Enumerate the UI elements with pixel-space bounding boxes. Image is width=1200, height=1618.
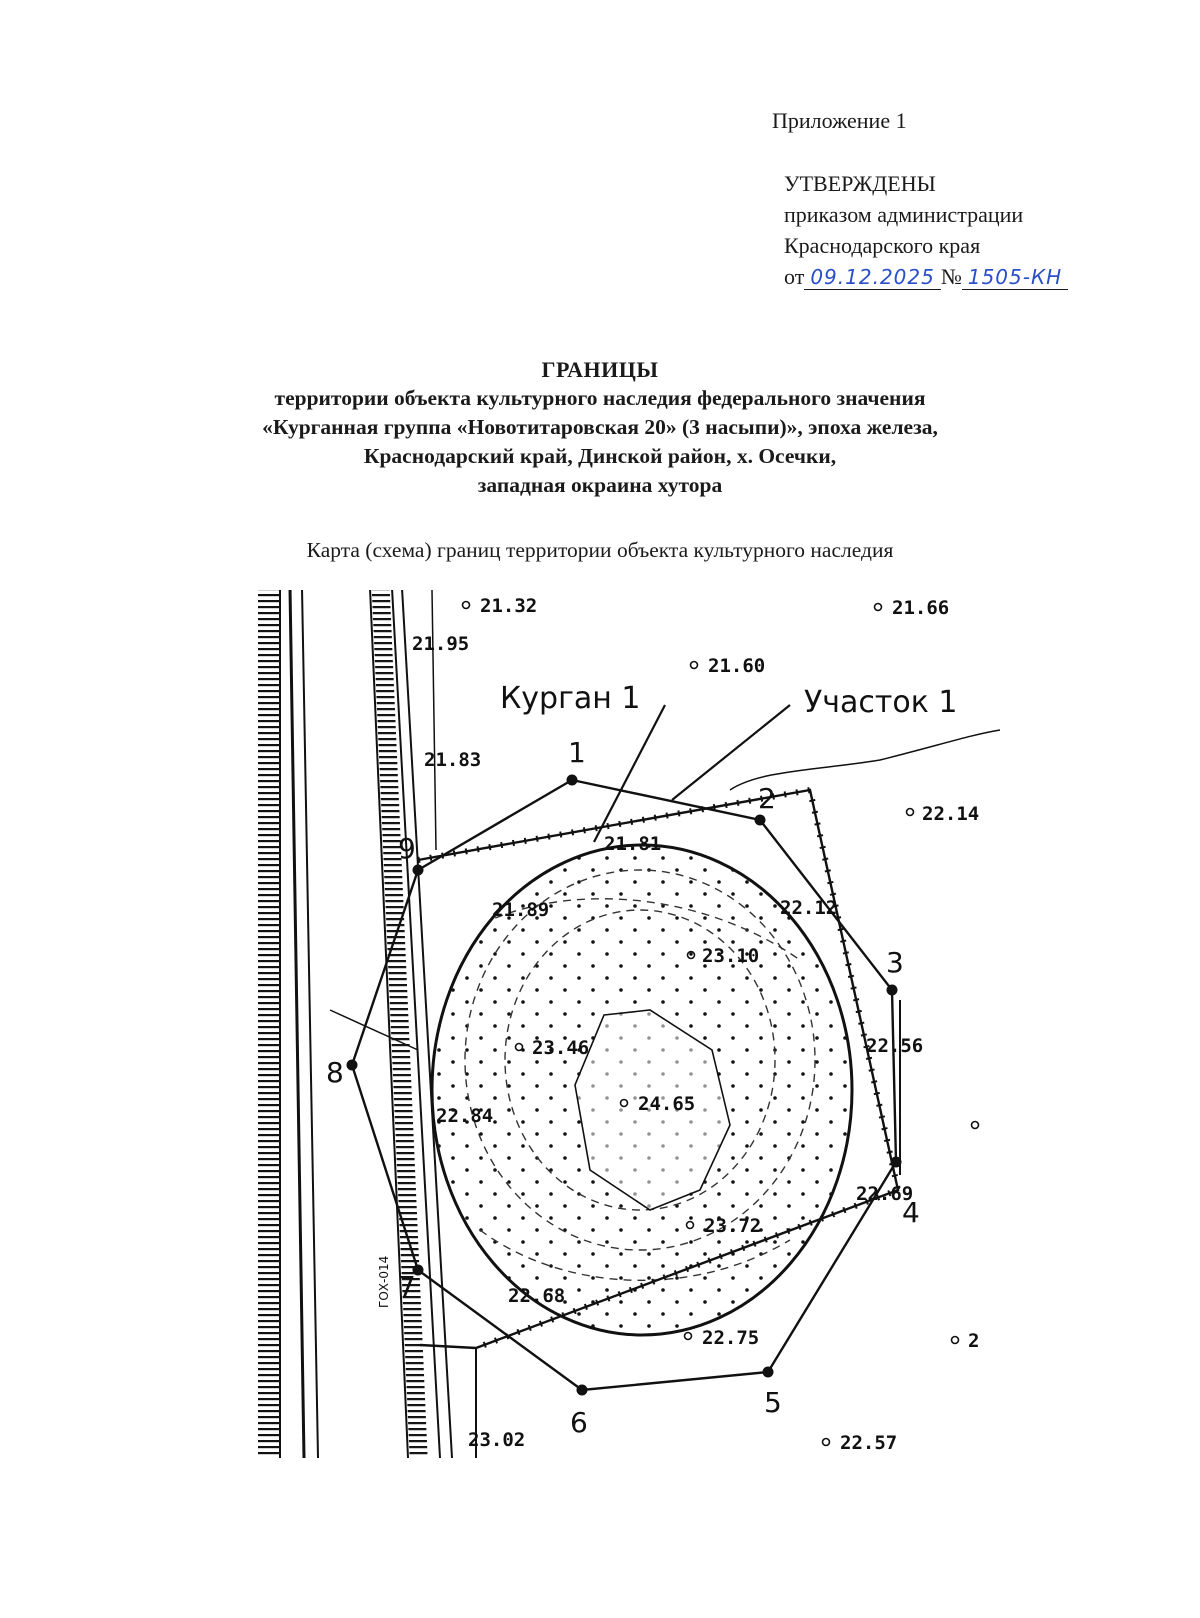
point-label-9: 9 [398, 832, 416, 865]
elevation-24-65: 24.65 [638, 1093, 696, 1115]
elevation-22-14: 22.14 [922, 803, 980, 825]
date-prefix: от [784, 264, 805, 289]
elevation-23-10: 23.10 [702, 945, 760, 967]
elevation-22-84: 22.84 [436, 1105, 494, 1127]
approval-block [784, 168, 1068, 292]
appendix-label: Приложение 1 [772, 108, 907, 133]
elevation-21-95: 21.95 [412, 633, 470, 655]
elevation-22-68: 22.68 [508, 1285, 566, 1307]
title-line-2: «Курганная группа «Новотитаровская 20» (3 насыпи)», эпоха железа, [262, 415, 938, 439]
road-embankment [258, 590, 452, 1458]
order-date: 09.12.2025 [810, 265, 935, 289]
elevation-21-89: 21.89 [492, 899, 550, 921]
title-line-4: западная окраина хутора [477, 473, 723, 497]
elevation-22-75: 22.75 [702, 1327, 760, 1349]
point-label-2: 2 [758, 782, 776, 815]
point-label-5: 5 [764, 1386, 782, 1419]
plot-label: Участок 1 [804, 685, 958, 720]
order-number: 1505-КН [967, 265, 1063, 289]
elevation-21-81: 21.81 [604, 833, 662, 855]
approved-heading: УТВЕРЖДЕНЫ [784, 171, 936, 196]
elevation-22-56: 22.56 [866, 1035, 924, 1057]
elevation-21-60: 21.60 [708, 655, 766, 677]
point-label-7: 7 [398, 1270, 416, 1303]
elevation-21-66: 21.66 [892, 597, 950, 619]
boundary-map [230, 590, 1010, 1500]
elevation-2: 2 [968, 1330, 980, 1352]
elevation-22-12: 22.12 [780, 897, 838, 919]
point-label-3: 3 [886, 946, 904, 979]
point-label-1: 1 [568, 736, 586, 769]
elevation-23-72: 23.72 [704, 1215, 762, 1237]
document-title [160, 355, 1040, 500]
elevation-22-57: 22.57 [840, 1432, 898, 1454]
elevation-21-32: 21.32 [480, 595, 538, 617]
title-line-3: Краснодарский край, Динской район, х. Осечки, [363, 444, 837, 468]
point-label-8: 8 [326, 1056, 344, 1089]
point-label-6: 6 [570, 1406, 588, 1439]
order-line-1: приказом администрации [784, 202, 1024, 227]
elevation-22-69: 22.69 [856, 1183, 914, 1205]
order-line-2: Краснодарского края [784, 233, 981, 258]
elevation-23-46: 23.46 [532, 1037, 590, 1059]
elevation-21-83: 21.83 [424, 749, 482, 771]
road-label: ГОХ-014 [377, 1255, 391, 1308]
number-prefix: № [940, 264, 962, 289]
title-heading: ГРАНИЦЫ [541, 357, 659, 382]
map-caption: Карта (схема) границ территории объекта культурного наследия [306, 538, 894, 562]
kurgan-label: Курган 1 [500, 681, 641, 716]
elevation-23-02: 23.02 [468, 1429, 526, 1451]
title-line-1: территории объекта культурного наследия федерального значения [274, 386, 926, 410]
point-label-4: 4 [902, 1196, 920, 1229]
order-date-line [784, 261, 1068, 292]
